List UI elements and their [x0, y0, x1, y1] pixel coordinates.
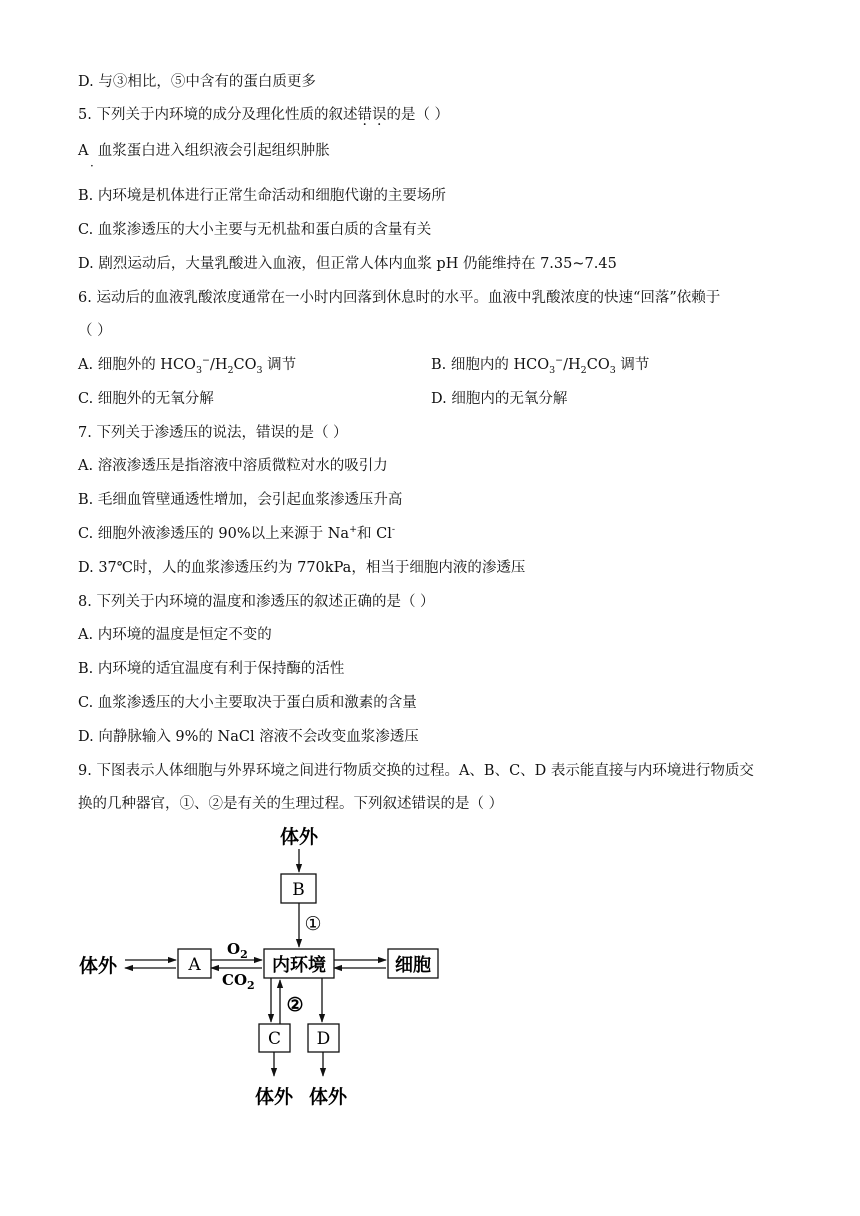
q7-option-c-text: C. 细胞外液渗透压的 90%以上来源于 Na: [78, 526, 350, 542]
q6-option-b-sup: −: [555, 355, 564, 367]
process-2-label: ②: [286, 994, 304, 1016]
q4-option-d: D. 与③相比，⑤中含有的蛋白质更多: [78, 74, 316, 90]
box-d-label: D: [316, 1029, 331, 1049]
q6-option-b: [431, 355, 649, 375]
q7-option-c-sup2: -: [391, 524, 396, 536]
q6-option-a: [78, 355, 296, 375]
material-exchange-diagram: [0, 815, 860, 1115]
top-outside-label: 体外: [279, 826, 319, 848]
q5-option-b: B. 内环境是机体进行正常生命活动和细胞代谢的主要场所: [78, 188, 446, 204]
o2-text: O: [227, 940, 241, 958]
q6-option-b-h: /H: [563, 357, 581, 373]
cell-label: 细胞: [395, 955, 431, 976]
q6-option-c: C. 细胞外的无氧分解: [78, 391, 214, 407]
q6-option-a-tail: 调节: [262, 357, 297, 373]
q8-option-d: D. 向静脉输入 9%的 NaCl 溶液不会改变血浆渗透压: [78, 729, 419, 745]
q5-option-d: D. 剧烈运动后，大量乳酸进入血液，但正常人体内血浆 pH 仍能维持在 7.35~7.45: [78, 256, 617, 272]
q8-option-b: B. 内环境的适宜温度有利于保持酶的活性: [78, 661, 345, 677]
q7-option-c-sup1: +: [349, 524, 358, 536]
q7-option-c: [78, 524, 395, 544]
q7-option-b: B. 毛细血管壁通透性增加，会引起血浆渗透压升高: [78, 492, 403, 508]
stray-dot-mark: ·: [90, 159, 94, 173]
q6-option-a-text: A. 细胞外的 HCO: [78, 357, 196, 373]
q6-option-a-h: /H: [209, 357, 228, 373]
q5-option-a-letter: A: [78, 143, 89, 159]
internal-environment-label: 内环境: [272, 955, 326, 976]
q8-stem: 8. 下列关于内环境的温度和渗透压的叙述正确的是（ ）: [78, 594, 435, 610]
q7-stem: 7. 下列关于渗透压的说法，错误的是（ ）: [78, 425, 348, 441]
q6-option-b-tail: 调节: [615, 357, 650, 373]
process-1-label: ①: [304, 913, 322, 935]
q5-option-a: [78, 141, 330, 161]
q7-option-a: A. 溶液渗透压是指溶液中溶质微粒对水的吸引力: [78, 458, 388, 474]
q6-stem-line2: （ ）: [78, 323, 112, 339]
q6-option-a-sub2: 2: [227, 364, 234, 376]
co2-text: CO: [222, 971, 248, 989]
q9-stem-line1: 9. 下图表示人体细胞与外界环境之间进行物质交换的过程。A、B、C、D 表示能直接与内环境进行物质交: [78, 763, 754, 779]
q6-option-b-co: CO: [586, 357, 610, 373]
q6-option-a-sub: 3: [195, 364, 202, 376]
q5-emphasis-char-1: 错: [357, 107, 372, 123]
box-a-label: A: [188, 955, 201, 975]
q6-option-a-sup: −: [201, 355, 210, 367]
q8-option-c: C. 血浆渗透压的大小主要取决于蛋白质和激素的含量: [78, 695, 417, 711]
o2-label: [227, 940, 248, 961]
q6-option-a-sub3: 3: [256, 364, 263, 376]
q6-stem-line1: 6. 运动后的血液乳酸浓度通常在一小时内回落到休息时的水平。血液中乳酸浓度的快速“回落”依赖于: [78, 290, 721, 306]
q6-option-a-co: CO: [233, 357, 257, 373]
q7-option-c-mid: 和 Cl: [357, 526, 392, 542]
bottom-outside-label-c: 体外: [254, 1086, 294, 1108]
o2-subscript: 2: [240, 948, 248, 961]
co2-subscript: 2: [247, 979, 255, 992]
q9-stem-line2: 换的几种器官，①、②是有关的生理过程。下列叙述错误的是（ ）: [78, 796, 504, 812]
box-c-label: C: [267, 1029, 282, 1049]
q5-option-c: C. 血浆渗透压的大小主要与无机盐和蛋白质的含量有关: [78, 222, 432, 238]
q5-option-a-text: 血浆蛋白进入组织液会引起组织肿胀: [97, 143, 330, 159]
q8-option-a: A. 内环境的温度是恒定不变的: [78, 627, 272, 643]
left-outside-label: 体外: [78, 955, 118, 977]
bottom-outside-label-d: 体外: [308, 1086, 348, 1108]
q5-emphasis-char-2: 误: [371, 107, 387, 123]
q6-option-b-sub3: 3: [609, 364, 616, 376]
q6-option-b-text: B. 细胞内的 HCO: [431, 357, 550, 373]
q5-stem: [78, 105, 449, 125]
q5-stem-tail: 的是（ ）: [386, 107, 450, 123]
box-b-label: B: [292, 880, 305, 900]
q6-option-b-sub: 3: [549, 364, 556, 376]
q5-stem-text: 5. 下列关于内环境的成分及理化性质的叙述: [78, 107, 358, 123]
q7-option-d: D. 37℃时，人的血浆渗透压约为 770kPa，相当于细胞内液的渗透压: [78, 560, 526, 576]
q6-option-b-sub2: 2: [580, 364, 587, 376]
co2-label: [222, 971, 255, 992]
q6-option-d: D. 细胞内的无氧分解: [431, 391, 568, 407]
